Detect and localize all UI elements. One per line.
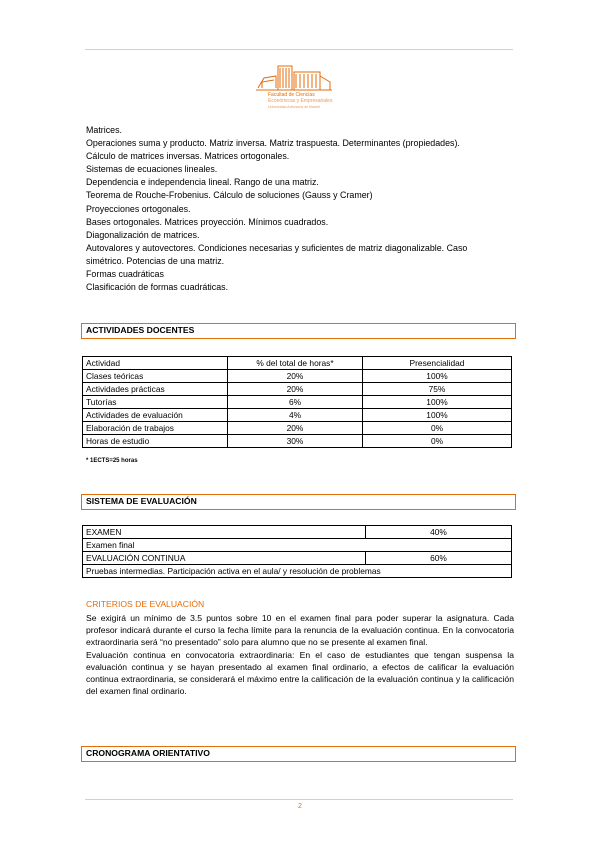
table-cell: 60% — [366, 552, 512, 565]
table-row — [83, 422, 512, 435]
table-cell: 75% — [363, 383, 512, 396]
list-item: Diagonalización de matrices. — [86, 229, 200, 240]
table-cell: 30% — [228, 435, 363, 448]
table-cell: 20% — [228, 383, 363, 396]
logo-line-3: Universidad Autónoma de Madrid — [268, 105, 320, 109]
list-item: Operaciones suma y producto. Matriz inversa. Matriz traspuesta. Determinantes (propiedades). — [86, 138, 460, 149]
table-row — [83, 552, 512, 565]
table-header-row — [83, 357, 512, 370]
evaluacion-heading: SISTEMA DE EVALUACIÓN — [81, 494, 516, 510]
table-cell: Pruebas intermedias. Participación activa en el aula/ y resolución de problemas — [83, 565, 512, 578]
table-cell: EVALUACIÓN CONTINUA — [83, 552, 366, 565]
evaluacion-table — [82, 525, 512, 578]
table-cell: Clases teóricas — [83, 370, 228, 383]
table-cell: 0% — [363, 422, 512, 435]
actividades-table — [82, 356, 512, 448]
table-row — [83, 396, 512, 409]
table-cell: 6% — [228, 396, 363, 409]
header-cell: Actividad — [83, 357, 228, 370]
table-cell: 20% — [228, 422, 363, 435]
list-item: simétrico. Potencias de una matriz. — [86, 255, 225, 266]
header-cell: % del total de horas* — [228, 357, 363, 370]
header-rule — [85, 49, 513, 50]
ects-note: * 1ECTS=25 horas — [86, 458, 138, 464]
table-cell: Horas de estudio — [83, 435, 228, 448]
criterios-paragraph-1: Se exigirá un mínimo de 3.5 puntos sobre 10 en el examen final para poder superar la asignatura. Cada profesor indicará durante el curso la fecha límite para la renuncia de la evaluación continua. En la convocatoria extraordinaria será “no presentado” solo para alumno que no se presente al examen final. — [86, 613, 514, 648]
list-item: Cálculo de matrices inversas. Matrices ortogonales. — [86, 151, 290, 162]
logo-line-1: Facultad de Ciencias — [268, 92, 315, 98]
table-row — [83, 383, 512, 396]
logo-line-2: Económicas y Empresariales — [268, 98, 333, 104]
logo-caption — [268, 92, 348, 110]
table-row — [83, 565, 512, 578]
table-cell: 4% — [228, 409, 363, 422]
criterios-title: CRITERIOS DE EVALUACIÓN — [86, 599, 205, 609]
course-topics-list — [86, 124, 518, 294]
table-cell: EXAMEN — [83, 526, 366, 539]
table-row — [83, 539, 512, 552]
cronograma-heading: CRONOGRAMA ORIENTATIVO — [81, 746, 516, 762]
table-row — [83, 435, 512, 448]
list-item: Autovalores y autovectores. Condiciones necesarias y suficientes de matriz diagonalizable. Caso — [86, 242, 468, 253]
criterios-body — [86, 612, 514, 697]
table-cell: 100% — [363, 396, 512, 409]
list-item: Sistemas de ecuaciones lineales. — [86, 164, 218, 175]
table-cell: 100% — [363, 409, 512, 422]
table-row — [83, 370, 512, 383]
table-cell: Actividades de evaluación — [83, 409, 228, 422]
header-cell: Presencialidad — [363, 357, 512, 370]
table-cell: 40% — [366, 526, 512, 539]
page-number: 2 — [298, 803, 302, 810]
table-cell: Examen final — [83, 539, 512, 552]
table-cell: 0% — [363, 435, 512, 448]
list-item: Matrices. — [86, 125, 122, 135]
list-item: Bases ortogonales. Matrices proyección. Mínimos cuadrados. — [86, 216, 329, 227]
table-cell: 20% — [228, 370, 363, 383]
list-item: Proyecciones ortogonales. — [86, 203, 191, 214]
table-row — [83, 409, 512, 422]
table-cell: Tutorías — [83, 396, 228, 409]
list-item: Dependencia e independencia lineal. Rango de una matriz. — [86, 177, 319, 188]
table-row — [83, 526, 512, 539]
list-item: Teorema de Rouche-Frobenius. Cálculo de soluciones (Gauss y Cramer) — [86, 190, 373, 201]
table-cell: Actividades prácticas — [83, 383, 228, 396]
list-item: Clasificación de formas cuadráticas. — [86, 282, 229, 293]
footer-rule — [85, 799, 513, 800]
table-cell: Elaboración de trabajos — [83, 422, 228, 435]
criterios-paragraph-2: Evaluación continua en convocatoria extraordinaria: En el caso de estudiantes que tengan suspensa la evaluación continua y se hayan presentado al examen final ordinario, a efectos de calificar la evaluación continua extraordinaria, se considerará el máximo entre la calificación de la evaluación continua y la calificación del examen final ordinario. — [86, 649, 514, 697]
list-item: Formas cuadráticas — [86, 269, 164, 280]
table-cell: 100% — [363, 370, 512, 383]
actividades-heading: ACTIVIDADES DOCENTES — [81, 323, 516, 339]
